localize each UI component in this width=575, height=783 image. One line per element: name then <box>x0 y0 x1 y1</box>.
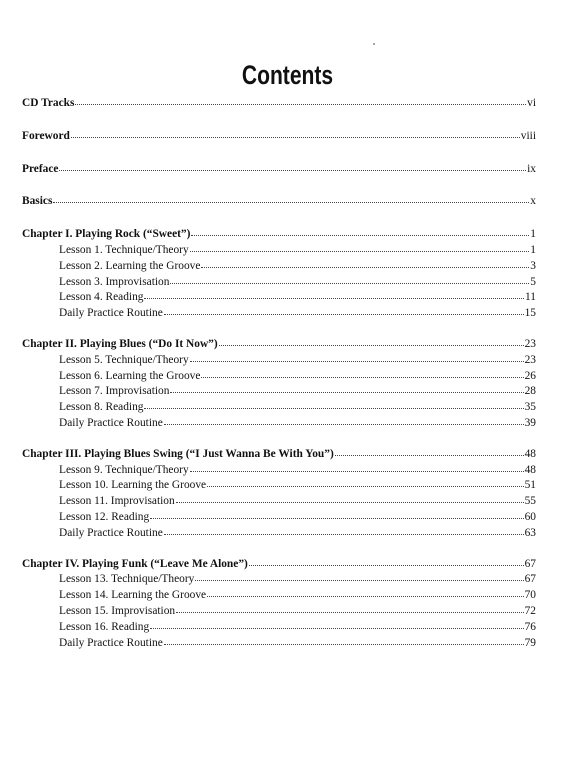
toc-lesson-entry[interactable] <box>22 572 536 588</box>
toc-page-number: 79 <box>524 636 536 649</box>
dot-leader <box>190 243 530 252</box>
dot-leader <box>207 478 524 487</box>
chapter-list <box>22 227 536 651</box>
toc-page-number: 63 <box>524 526 536 539</box>
toc-lesson-entry[interactable] <box>22 478 536 494</box>
chapter-block-2 <box>22 337 536 432</box>
toc-page-number: 60 <box>524 510 536 523</box>
toc-entry-preface[interactable] <box>22 162 536 178</box>
dot-leader <box>75 96 526 105</box>
toc-lesson-entry[interactable] <box>22 243 536 259</box>
dot-leader <box>335 447 524 456</box>
toc-page-number: 1 <box>530 228 536 241</box>
lesson-label: Lesson 13. Technique/Theory <box>59 573 195 586</box>
dot-leader <box>164 636 524 645</box>
toc-page-number: 23 <box>524 337 536 350</box>
dot-leader <box>164 526 524 535</box>
chapter-label: Chapter IV. Playing Funk (“Leave Me Alone”) <box>22 557 248 570</box>
lesson-label: Daily Practice Routine <box>59 636 163 649</box>
lesson-label: Lesson 10. Learning the Groove <box>59 479 207 492</box>
dot-leader <box>164 306 524 315</box>
dot-leader <box>71 129 520 138</box>
dot-leader <box>249 557 524 566</box>
toc-lesson-entry[interactable] <box>22 463 536 479</box>
lesson-label: Daily Practice Routine <box>59 416 163 429</box>
page-title: Contents <box>241 60 334 90</box>
toc-page-number: 15 <box>524 307 536 320</box>
lesson-label: Lesson 1. Technique/Theory <box>59 243 189 256</box>
toc-chapter-heading[interactable] <box>22 337 536 353</box>
toc-entry-basics[interactable] <box>22 194 536 210</box>
dot-leader <box>195 572 523 581</box>
lesson-label: Daily Practice Routine <box>59 526 163 539</box>
lesson-label: Daily Practice Routine <box>59 307 163 320</box>
toc-page-number: 51 <box>524 479 536 492</box>
lesson-label: Lesson 9. Technique/Theory <box>59 463 189 476</box>
toc-chapter-heading[interactable] <box>22 447 536 463</box>
dot-leader <box>190 353 524 362</box>
dot-leader <box>219 337 524 346</box>
toc-lesson-entry[interactable] <box>22 400 536 416</box>
toc-page-number: 48 <box>524 463 536 476</box>
dot-leader <box>150 510 523 519</box>
dot-leader <box>144 290 524 299</box>
toc-page-number: 28 <box>524 385 536 398</box>
toc-entry-label: Foreword <box>22 129 70 142</box>
lesson-label: Lesson 11. Improvisation <box>59 495 175 508</box>
front-matter-list <box>22 96 536 210</box>
toc-chapter-heading[interactable] <box>22 557 536 573</box>
toc-entry-label: Preface <box>22 162 59 175</box>
toc-page-number: 5 <box>530 275 536 288</box>
toc-page-number: ix <box>527 162 536 175</box>
lesson-label: Lesson 14. Learning the Groove <box>59 589 207 602</box>
toc-lesson-entry[interactable] <box>22 636 536 652</box>
dot-leader <box>176 494 524 503</box>
dot-leader <box>53 194 529 203</box>
lesson-label: Lesson 2. Learning the Groove <box>59 259 201 272</box>
toc-page-number: 55 <box>524 495 536 508</box>
toc-lesson-entry[interactable] <box>22 369 536 385</box>
toc-lesson-entry[interactable] <box>22 384 536 400</box>
lesson-label: Lesson 8. Reading <box>59 401 144 414</box>
toc-entry-label: CD Tracks <box>22 97 75 109</box>
toc-entry-cd-tracks[interactable] <box>22 96 536 112</box>
chapter-block-1 <box>22 227 536 322</box>
dot-leader <box>201 259 529 268</box>
dot-leader <box>176 604 524 613</box>
toc-lesson-entry[interactable] <box>22 416 536 432</box>
lesson-label: Lesson 5. Technique/Theory <box>59 353 189 366</box>
toc-lesson-entry[interactable] <box>22 620 536 636</box>
dot-leader <box>164 416 524 425</box>
chapter-label: Chapter I. Playing Rock (“Sweet”) <box>22 228 191 241</box>
toc-page-number: 23 <box>524 353 536 366</box>
dot-leader <box>170 275 529 284</box>
dot-leader <box>144 400 523 409</box>
toc-chapter-heading[interactable] <box>22 227 536 243</box>
lesson-label: Lesson 3. Improvisation <box>59 275 170 288</box>
toc-lesson-entry[interactable] <box>22 604 536 620</box>
toc-lesson-entry[interactable] <box>22 275 536 291</box>
dot-leader <box>201 369 523 378</box>
toc-page-number: 3 <box>530 259 536 272</box>
toc-page-number: 48 <box>524 447 536 460</box>
toc-lesson-entry[interactable] <box>22 306 536 322</box>
toc-page-number: 72 <box>524 604 536 617</box>
dot-leader <box>191 227 529 236</box>
chapter-block-3 <box>22 447 536 542</box>
toc-lesson-entry[interactable] <box>22 290 536 306</box>
toc-page-number: 1 <box>530 243 536 256</box>
toc-page-number: 11 <box>525 291 536 304</box>
paper-speck <box>373 43 375 45</box>
chapter-label: Chapter II. Playing Blues (“Do It Now”) <box>22 337 218 350</box>
toc-page-number: 35 <box>524 401 536 414</box>
toc-page-number: viii <box>520 129 536 142</box>
toc-page-number: 67 <box>524 557 536 570</box>
toc-page-number: 76 <box>524 620 536 633</box>
dot-leader <box>207 588 524 597</box>
dot-leader <box>170 384 523 393</box>
toc-entry-foreword[interactable] <box>22 129 536 145</box>
lesson-label: Lesson 16. Reading <box>59 620 150 633</box>
dot-leader <box>190 463 524 472</box>
toc-lesson-entry[interactable] <box>22 588 536 604</box>
toc-page-number: 67 <box>524 573 536 586</box>
lesson-label: Lesson 7. Improvisation <box>59 385 170 398</box>
lesson-label: Lesson 4. Reading <box>59 291 144 304</box>
toc-page-number: x <box>530 195 536 208</box>
lesson-label: Lesson 15. Improvisation <box>59 604 176 617</box>
toc-page-number: vi <box>527 97 536 109</box>
chapter-label: Chapter III. Playing Blues Swing (“I Just Wanna Be With You”) <box>22 447 334 460</box>
lesson-label: Lesson 6. Learning the Groove <box>59 369 201 382</box>
dot-leader <box>150 620 523 629</box>
toc-entry-label: Basics <box>22 195 53 208</box>
toc-lesson-entry[interactable] <box>22 494 536 510</box>
chapter-block-4 <box>22 557 536 652</box>
toc-lesson-entry[interactable] <box>22 353 536 369</box>
toc-lesson-entry[interactable] <box>22 510 536 526</box>
dot-leader <box>59 162 526 171</box>
table-of-contents <box>22 96 536 651</box>
lesson-label: Lesson 12. Reading <box>59 510 150 523</box>
toc-page-number: 70 <box>524 589 536 602</box>
toc-page-number: 39 <box>524 416 536 429</box>
toc-page-number: 26 <box>524 369 536 382</box>
toc-lesson-entry[interactable] <box>22 526 536 542</box>
toc-lesson-entry[interactable] <box>22 259 536 275</box>
